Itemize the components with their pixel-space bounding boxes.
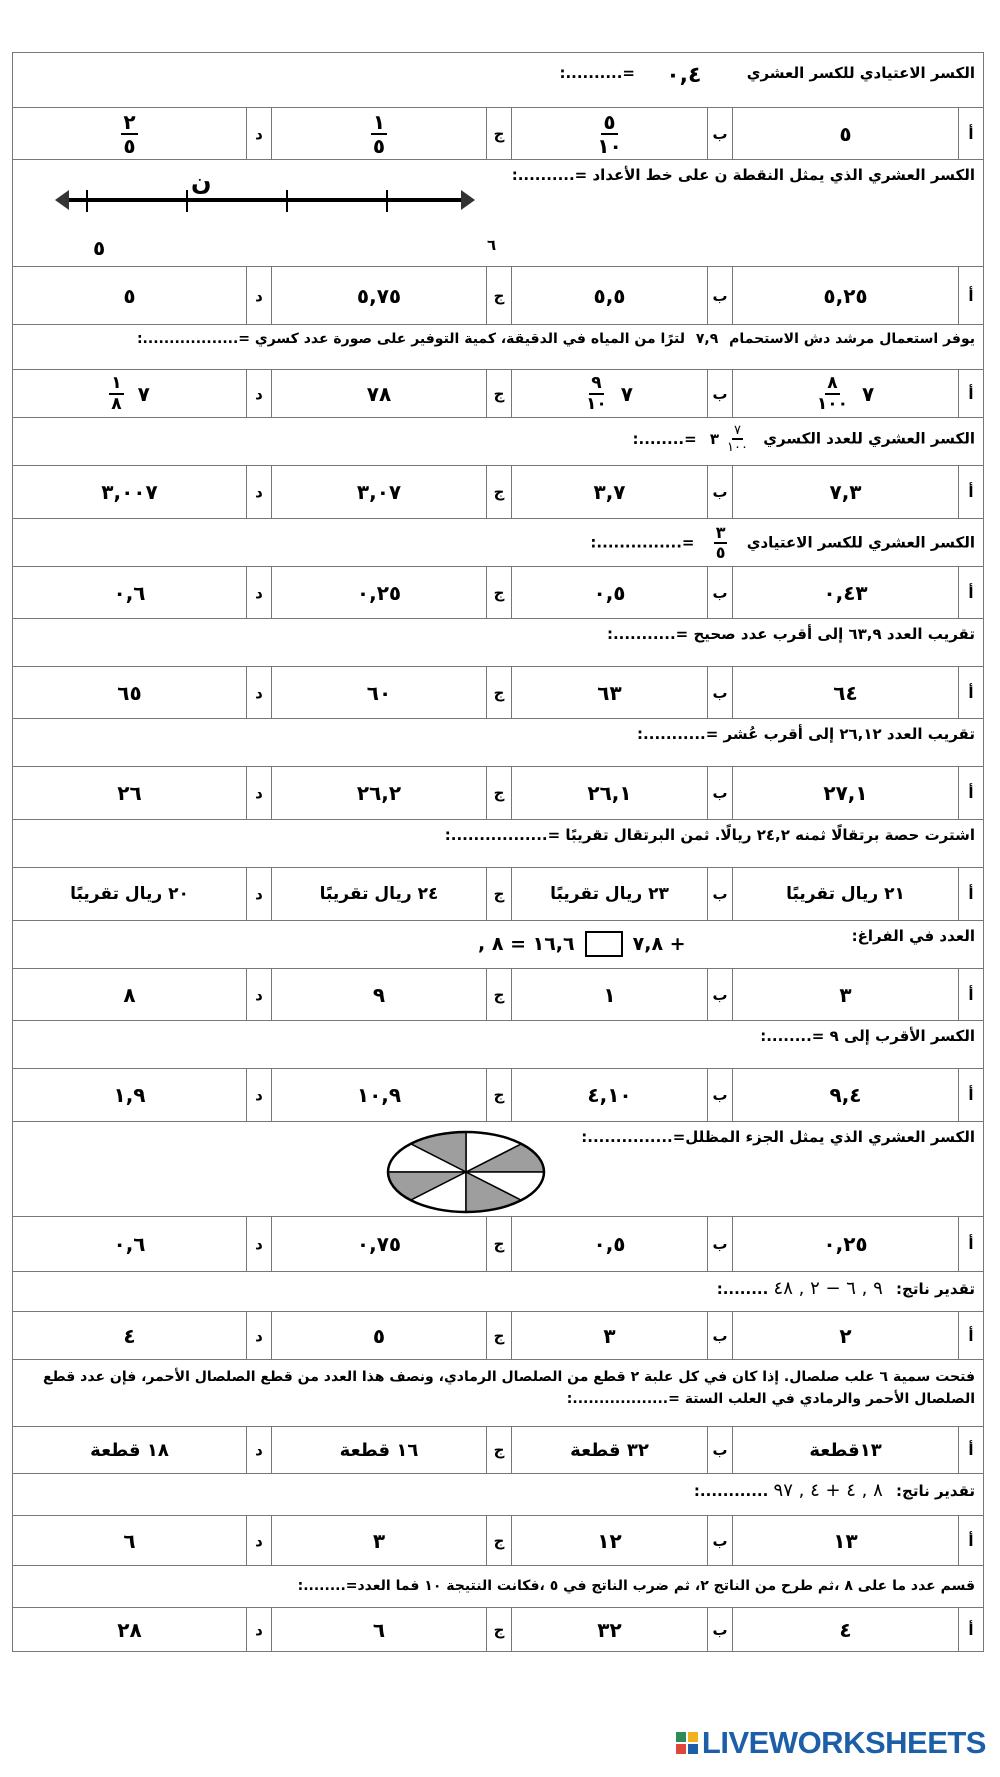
label-a: أ [958,667,983,718]
logo-text: LIVEWORKSHEETS [701,1725,986,1760]
logo-icon [676,1732,698,1754]
axis-label-left: ٥ [93,236,106,260]
question-text-cont: لترًا من المياه في الدقيقة، كمية التوفير على صورة عدد كسري =..................: [136,331,685,347]
liveworksheets-logo [676,1725,986,1761]
label-b: ب [707,567,732,618]
label-a: أ [958,1312,983,1359]
label-a: أ [958,1217,983,1271]
label-a: أ [958,1427,983,1473]
label-a: أ [958,108,983,159]
options-4 [12,465,984,518]
option-b[interactable]: ١٢ [511,1516,707,1565]
label-d: د [246,1312,271,1359]
option-d[interactable]: ٢٨ [117,1617,142,1642]
answer-blank[interactable]: ........: [716,1280,769,1298]
option-b[interactable]: ٦٣ [511,667,707,718]
label-c: ج [486,1069,511,1121]
question-1 [12,52,984,107]
question-text: تقريب العدد ٦٣,٩ إلى أقرب عدد صحيح =...........: [606,625,975,643]
label-d: د [246,1427,271,1473]
question-text-cont: الصلصال الأحمر والرمادي في العلب الستة =..................: [566,1391,975,1407]
label-b: ب [707,767,732,819]
option-d[interactable]: ٦ [123,1528,136,1553]
option-c[interactable]: ٩ [271,969,486,1020]
option-c[interactable]: ٦٠ [271,667,486,718]
decimal-value: ٧,٩ [695,331,719,347]
option-c[interactable]: $\frac{١}{٥}$ [271,108,486,159]
options-10 [12,1068,984,1121]
question-8 [12,819,984,867]
option-a[interactable]: ٤ [732,1608,958,1651]
option-d[interactable]: ٦٥ [117,680,142,705]
fraction-denominator: ٥ [715,543,726,562]
answer-blank[interactable]: =...............: [590,533,695,552]
option-c[interactable]: ٠,٢٥ [271,567,486,618]
label-d: د [246,1069,271,1121]
option-b[interactable]: ٧ $\frac{٩}{١٠}$ [511,370,707,417]
option-a[interactable]: ٥ [732,108,958,159]
label-c: ج [486,466,511,518]
question-2 [12,159,984,266]
option-b[interactable]: ٣,٧ [511,466,707,518]
option-d[interactable]: ١,٩ [113,1083,146,1107]
question-15 [12,1565,984,1607]
label-c: ج [486,1312,511,1359]
label-c: ج [486,667,511,718]
worksheet [12,52,984,1652]
option-d[interactable]: ٠,٦ [113,1232,146,1256]
option-c[interactable]: ٥,٧٥ [271,267,486,324]
label-b: ب [707,108,732,159]
expression: ٨ , ٤ + ٤ , ٩٧ [773,1480,883,1501]
option-c[interactable]: ١٦ قطعة [271,1427,486,1473]
label-d: د [246,370,271,417]
question-11 [12,1121,984,1216]
whole-number: ٣ [709,430,720,448]
label-b: ب [707,1516,732,1565]
label-c: ج [486,868,511,920]
label-d: د [246,868,271,920]
answer-blank[interactable]: ............: [693,1482,769,1500]
label-d: د [246,667,271,718]
label-a: أ [958,267,983,324]
label-b: ب [707,267,732,324]
options-3 [12,369,984,417]
option-b[interactable]: ٢٦,١ [511,767,707,819]
option-a[interactable]: ٧,٣ [732,466,958,518]
question-6 [12,618,984,666]
number-line [53,178,483,258]
label-d: د [246,1516,271,1565]
question-text: تقدير ناتج: [896,1280,975,1298]
question-3 [12,324,984,369]
label-a: أ [958,868,983,920]
option-b[interactable]: ٣٢ قطعة [511,1427,707,1473]
question-10 [12,1020,984,1068]
options-6 [12,666,984,718]
option-b[interactable]: ١ [511,969,707,1020]
label-b: ب [707,370,732,417]
label-a: أ [958,1516,983,1565]
label-a: أ [958,767,983,819]
question-14 [12,1473,984,1515]
fraction-denominator: ١٠٠ [727,440,748,455]
label-d: د [246,567,271,618]
blank-box[interactable] [585,931,623,957]
option-b[interactable]: ٥,٥ [511,267,707,324]
answer-blank[interactable]: =..........: [559,64,636,82]
question-13 [12,1359,984,1426]
option-c[interactable]: ٢٦,٢ [271,767,486,819]
options-14 [12,1515,984,1565]
expression: ٩ , ٦ − ٢ , ٤٨ [773,1278,883,1299]
question-5 [12,518,984,566]
label-c: ج [486,1516,511,1565]
label-d: د [246,108,271,159]
label-d: د [246,1217,271,1271]
question-text: قسم عدد ما على ٨ ،ثم طرح من الناتج ٢، ثم ضرب الناتج في ٥ ،فكانت النتيجة ١٠ فما العدد=........: [297,1578,975,1594]
question-text: تقريب العدد ٢٦,١٢ إلى أقرب عُشر =...........: [637,725,975,743]
label-a: أ [958,1608,983,1651]
label-d: د [246,1608,271,1651]
label-a: أ [958,1069,983,1121]
option-c[interactable]: ٣,٠٧ [271,466,486,518]
options-7 [12,766,984,819]
option-a[interactable]: ١٣ [732,1516,958,1565]
label-b: ب [707,969,732,1020]
question-text: الكسر العشري الذي يمثل الجزء المظلل=...............: [581,1128,975,1146]
option-b[interactable]: ٠,٥ [511,567,707,618]
question-text: اشترت حصة برتقالًا ثمنه ٢٤,٢ ريالًا. ثمن البرتقال تقريبًا =.................: [444,826,975,844]
label-c: ج [486,108,511,159]
option-b[interactable]: ٣ [511,1312,707,1359]
option-c[interactable]: ٠,٧٥ [271,1217,486,1271]
label-d: د [246,767,271,819]
option-d[interactable]: ٢٠ ريال تقريبًا [70,884,189,904]
label-a: أ [958,370,983,417]
label-c: ج [486,567,511,618]
point-label: ن [191,168,212,196]
question-text: الكسر الاعتيادي للكسر العشري [746,64,975,82]
options-5 [12,566,984,618]
label-a: أ [958,567,983,618]
question-text: الكسر العشري للكسر الاعتيادي [746,533,975,552]
label-b: ب [707,1608,732,1651]
answer-blank[interactable]: =........: [632,429,697,448]
options-8 [12,867,984,920]
option-b[interactable]: ٢٣ ريال تقريبًا [511,868,707,920]
option-d[interactable]: ٨ [123,982,136,1007]
question-text: فتحت سمية ٦ علب صلصال. إذا كان في كل علبة ٢ قطع من الصلصال الرمادي، ونصف هذا العدد من قطع الصلصال الأحمر، فإن عدد قطع [42,1369,975,1385]
label-d: د [246,267,271,324]
option-a[interactable]: ٢٧,١ [732,767,958,819]
question-text: يوفر استعمال مرشد دش الاستحمام [729,331,975,347]
option-a[interactable]: ٥,٢٥ [732,267,958,324]
option-a[interactable]: ٩,٤ [732,1069,958,1121]
shaded-ellipse [386,1130,546,1214]
label-d: د [246,969,271,1020]
option-b[interactable]: ٣٢ [511,1608,707,1651]
option-a[interactable]: ٠,٢٥ [732,1217,958,1271]
option-a[interactable]: ٦٤ [732,667,958,718]
equation-right: + ٧,٨ [632,933,686,955]
option-a[interactable]: ٧ $\frac{٨}{١٠٠}$ [732,370,958,417]
option-d[interactable]: $\frac{٢}{٥}$ [123,109,136,158]
option-d[interactable]: ٣,٠٠٧ [101,480,158,504]
option-c[interactable]: ٢٤ ريال تقريبًا [271,868,486,920]
label-c: ج [486,767,511,819]
fraction-numerator: ٧ [734,423,742,438]
label-a: أ [958,969,983,1020]
label-b: ب [707,1217,732,1271]
option-b[interactable]: ٠,٥ [511,1217,707,1271]
label-c: ج [486,267,511,324]
option-c[interactable]: ١٠,٩ [271,1069,486,1121]
option-a[interactable]: ٠,٤٣ [732,567,958,618]
question-text: العدد في الفراغ: [851,927,975,945]
option-c[interactable]: ٣ [271,1516,486,1565]
label-d: د [246,466,271,518]
label-c: ج [486,370,511,417]
axis-label-right: ٦ [487,236,497,254]
options-13 [12,1426,984,1473]
label-c: ج [486,1608,511,1651]
options-9 [12,968,984,1020]
option-a[interactable]: ٣ [732,969,958,1020]
arrow-right-icon [461,190,475,210]
option-a[interactable]: ٢ [732,1312,958,1359]
question-text: الكسر العشري الذي يمثل النقطة ن على خط الأعداد =..........: [511,166,975,184]
label-c: ج [486,1217,511,1271]
option-d[interactable]: ٥ [123,283,136,308]
label-b: ب [707,1312,732,1359]
label-b: ب [707,1069,732,1121]
option-a[interactable]: ١٣قطعة [732,1427,958,1473]
option-d[interactable]: ٧ $\frac{١}{٨}$ [111,372,150,414]
label-b: ب [707,868,732,920]
question-7 [12,718,984,766]
option-c[interactable]: ٦ [271,1608,486,1651]
option-c[interactable]: ٧٨ [271,370,486,417]
label-c: ج [486,969,511,1020]
options-2 [12,266,984,324]
equation-left: ١٦,٦ = ٨ , [478,933,575,955]
question-text: الكسر الأقرب إلى ٩ =........: [760,1027,975,1045]
label-b: ب [707,1427,732,1473]
question-text: الكسر العشري للعدد الكسري [763,429,975,448]
fraction-numerator: ٣ [715,523,726,542]
label-b: ب [707,667,732,718]
label-a: أ [958,466,983,518]
option-c[interactable]: ٥ [271,1312,486,1359]
question-text: تقدير ناتج: [896,1482,975,1500]
option-d[interactable]: ٤ [123,1323,136,1348]
option-d[interactable]: ١٨ قطعة [90,1439,169,1461]
question-12 [12,1271,984,1311]
option-b[interactable]: ٤,١٠ [511,1069,707,1121]
options-1 [12,107,984,159]
decimal-value: ٠,٤ [666,63,702,88]
options-11 [12,1216,984,1271]
option-a[interactable]: ٢١ ريال تقريبًا [732,868,958,920]
arrow-left-icon [55,190,69,210]
label-c: ج [486,1427,511,1473]
label-b: ب [707,466,732,518]
option-b[interactable]: $\frac{٥}{١٠}$ [511,108,707,159]
options-15 [12,1607,984,1652]
options-12 [12,1311,984,1359]
option-d[interactable]: ٢٦ [117,781,142,805]
option-d[interactable]: ٠,٦ [113,580,146,605]
question-4 [12,417,984,465]
question-9 [12,920,984,968]
